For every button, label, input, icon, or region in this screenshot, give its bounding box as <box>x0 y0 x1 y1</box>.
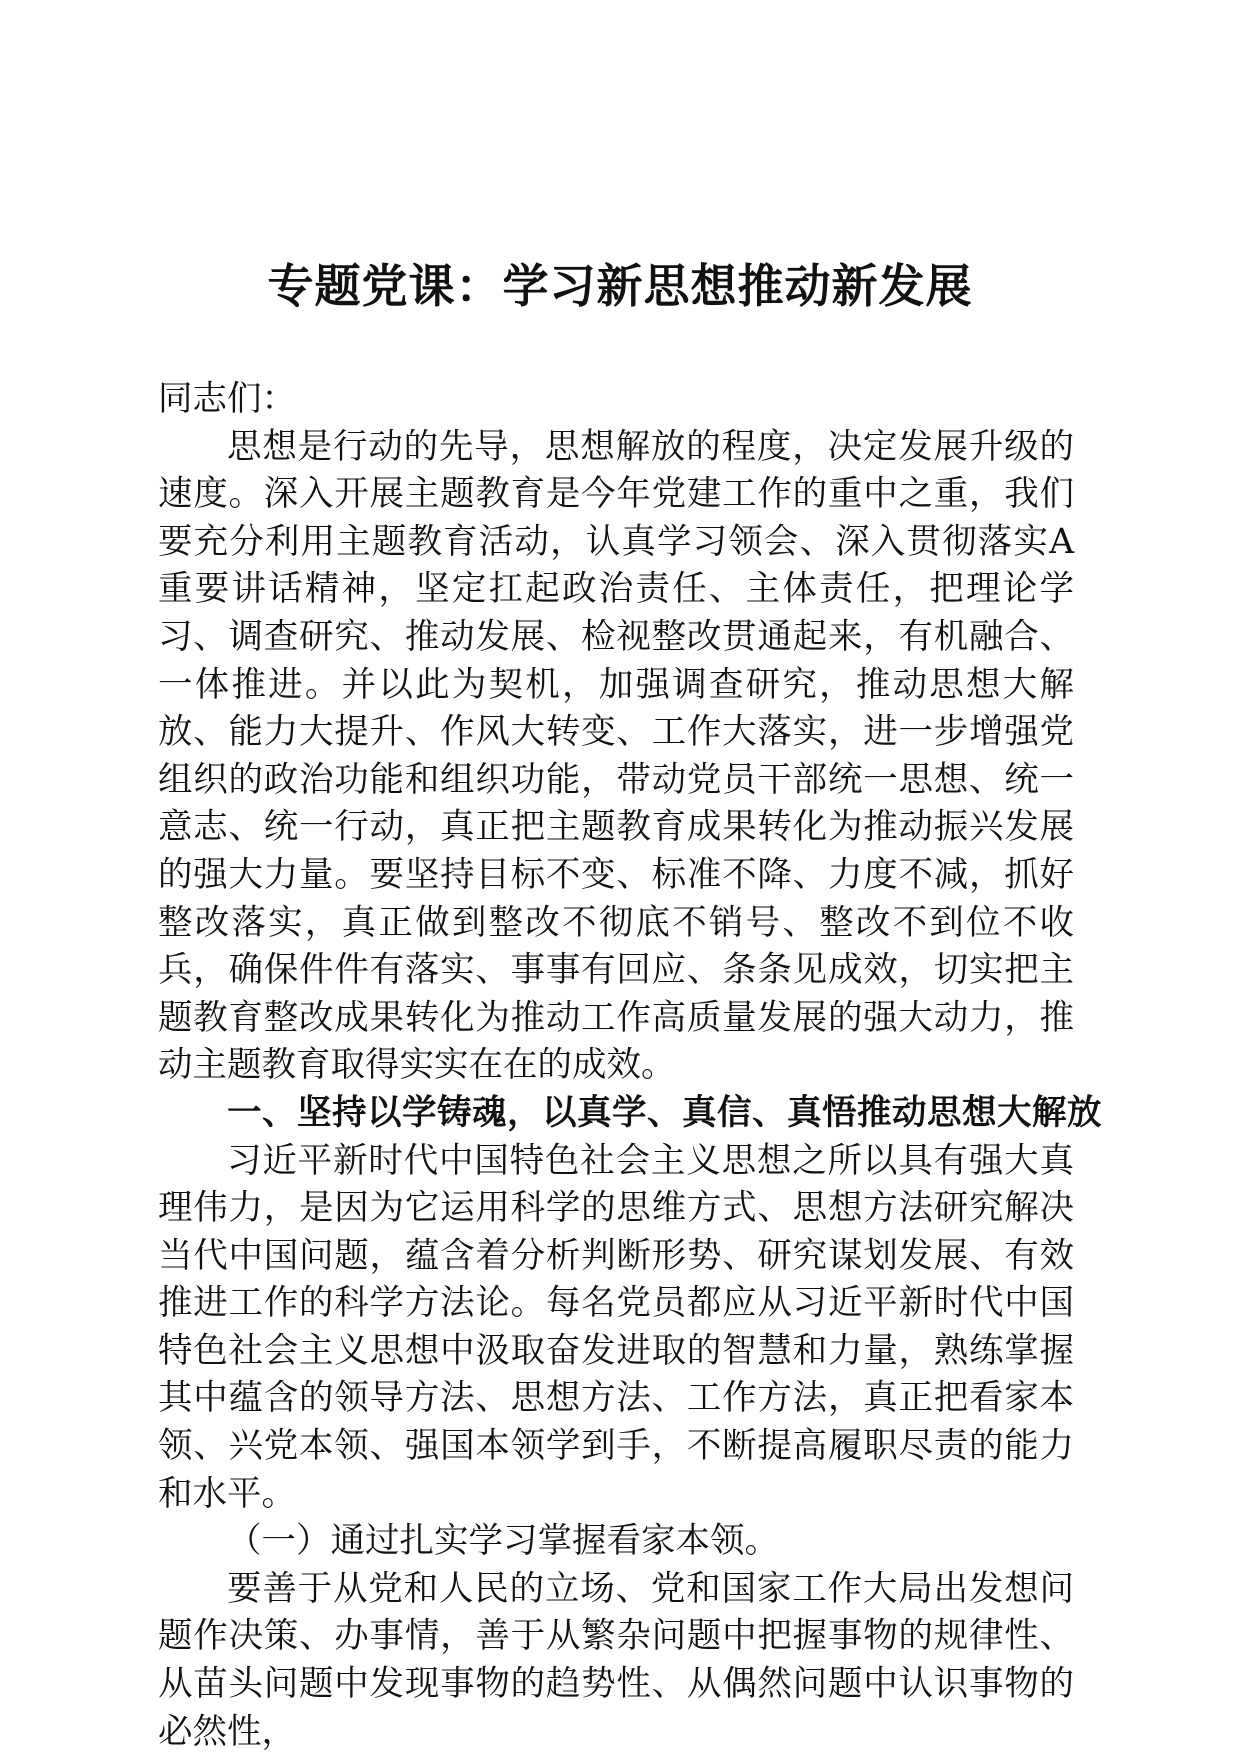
salutation: 同志们： <box>158 379 296 419</box>
section-1-paragraph: 习近平新时代中国特色社会主义思想之所以具有强大真理伟力，是因为它运用科学的思维方式、思想方法研究解决当代中国问题，蕴含着分析判断形势、研究谋划发展、有效推进工作的科学方法论。每名党员都应从习近平新时代中国特色社会主义思想中汲取奋发进取的智慧和力量，熟练掌握其中蕴含的领导方法、思想方法、工作方法，真正把看家本领、兴党本领、强国本领学到手，不断提高履职尽责的能力和水平。 <box>158 1140 1074 1514</box>
subsection-1-paragraph: 要善于从党和人民的立场、党和国家工作大局出发想问题作决策、办事情，善于从繁杂问题中把握事物的规律性、从苗头问题中发现事物的趋势性、从偶然问题中认识事物的必然性， <box>158 1568 1074 1752</box>
document-title: 专题党课：学习新思想推动新发展 <box>267 259 973 313</box>
section-1-heading: 一、坚持以学铸魂，以真学、真信、真悟推动思想大解放 <box>227 1092 1102 1133</box>
document-body <box>158 376 1102 1756</box>
subsection-1-heading: （一）通过扎实学习掌握看家本领。 <box>227 1521 779 1562</box>
intro-paragraph: 思想是行动的先导，思想解放的程度，决定发展升级的速度。深入开展主题教育是今年党建工作的重中之重，我们要充分利用主题教育活动，认真学习领会、深入贯彻落实A重要讲话精神，坚定扛起政治责任、主体责任，把理论学习、调查研究、推动发展、检视整改贯通起来，有机融合、一体推进。并以此为契机，加强调查研究，推动思想大解放、能力大提升、作风大转变、工作大落实，进一步增强党组织的政治功能和组织功能，带动党员干部统一思想、统一意志、统一行动，真正把主题教育成果转化为推动振兴发展的强大力量。要坚持目标不变、标准不降、力度不减，抓好整改落实，真正做到整改不彻底不销号、整改不到位不收兵，确保件件有落实、事事有回应、条条见成效，切实把主题教育整改成果转化为推动工作高质量发展的强大动力，推动主题教育取得实实在在的成效。 <box>158 426 1074 1086</box>
